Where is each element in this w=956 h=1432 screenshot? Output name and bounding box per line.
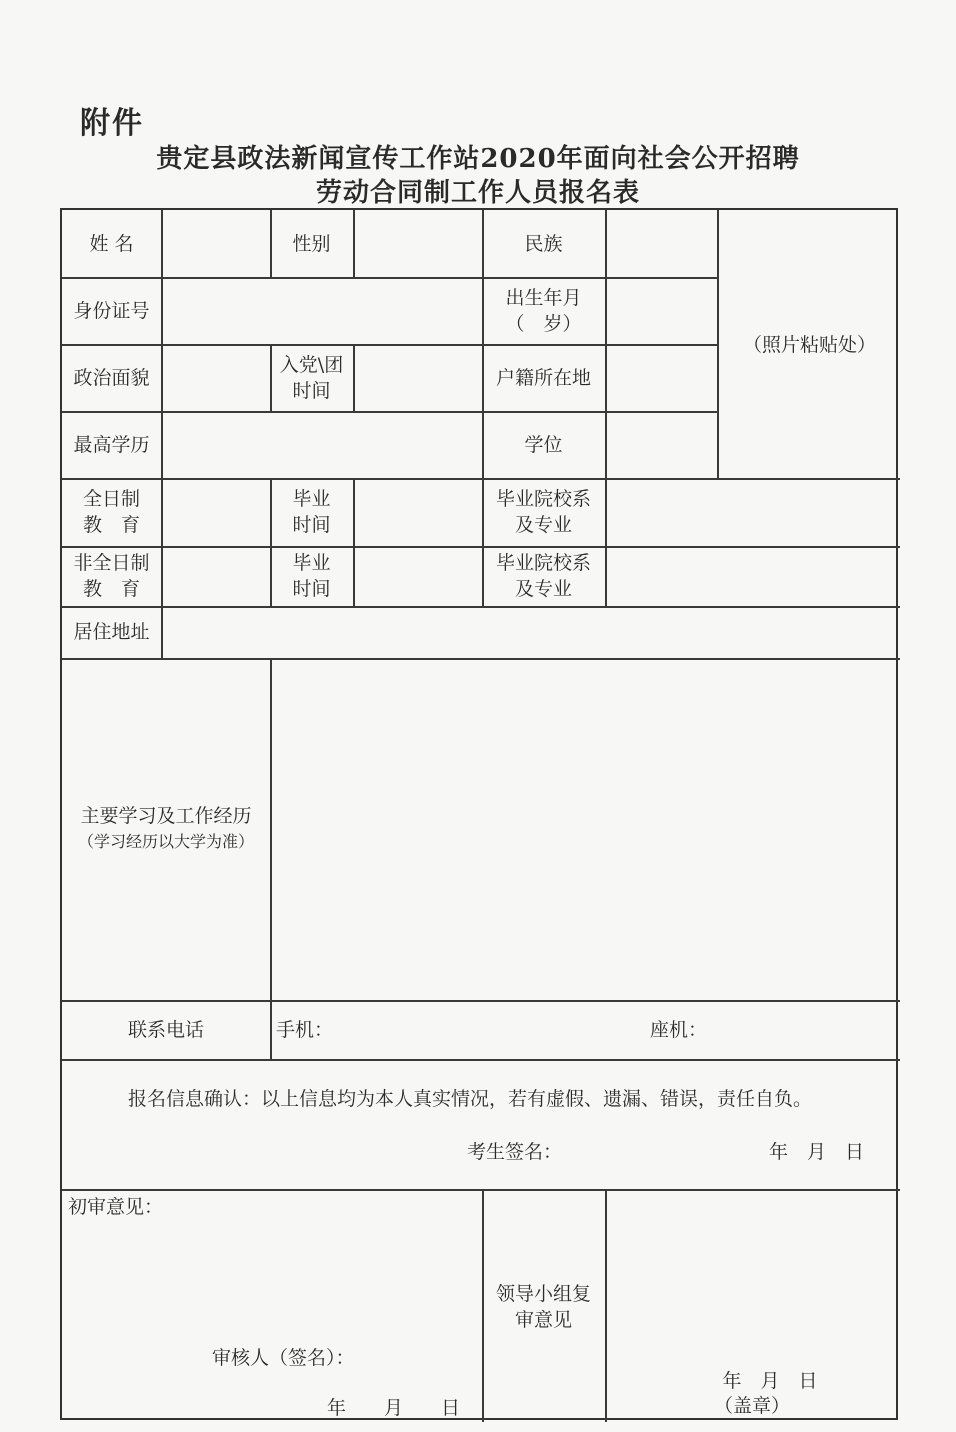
party-join-label-line2: 时间 [292,379,331,402]
id-number-label: 身份证号 [73,299,150,322]
row-divider [62,1059,900,1061]
household-label: 户籍所在地 [495,366,591,389]
political-status-label: 政治面貌 [73,366,150,389]
degree-label: 学位 [524,433,563,456]
registration-form-table [60,208,898,1420]
form-title-line2: 劳动合同制工作人员报名表 [315,178,640,208]
row-divider [62,1189,900,1191]
education-label: 最高学历 [73,433,150,456]
form-title-line1: 贵定县政法新闻宣传工作站2020年面向社会公开招聘 [156,144,800,174]
experience-field[interactable] [272,658,900,1000]
leader-review-date: 年 月 日 [722,1370,818,1392]
fulltime-education-field[interactable] [163,478,270,546]
mobile-field[interactable] [342,1000,642,1059]
fulltime-education-label [62,478,161,546]
landline-field[interactable] [712,1000,898,1059]
fulltime-school-label [482,478,605,546]
school-label-line2: 及专业 [514,514,572,536]
party-join-time-label [270,344,353,411]
parttime-label-line2: 教 育 [82,578,140,600]
fulltime-school-field[interactable] [607,478,900,546]
leader-review-field[interactable] [607,1195,897,1335]
experience-label [62,658,270,1000]
review-date: 年 月 日 [327,1397,461,1419]
signature-date: 年 月 日 [769,1141,865,1163]
leader-review-line2: 审意见 [514,1309,572,1331]
grad-time-line2: 时间 [292,578,331,600]
address-field[interactable] [163,606,900,658]
phone-label: 联系电话 [127,1018,204,1041]
attachment-label: 附件 [80,106,144,141]
degree-field[interactable] [607,411,717,478]
gender-label: 性别 [292,232,331,255]
birth-date-label-line1: 出生年月 [505,286,582,309]
parttime-grad-time-field[interactable] [355,546,482,606]
leader-review-line1: 领导小组复 [495,1283,591,1305]
address-label: 居住地址 [73,621,150,643]
initial-review-label: 初审意见： [68,1196,164,1218]
ethnicity-field[interactable] [607,210,717,277]
mobile-label: 手机： [276,1018,334,1041]
grad-time-line2: 时间 [292,514,331,536]
gender-field[interactable] [355,210,482,277]
signature-label: 考生签名： [467,1141,563,1163]
birth-date-label [482,277,605,344]
parttime-label-line1: 非全日制 [73,552,150,574]
household-field[interactable] [607,344,717,411]
seal-label: （盖章） [713,1395,790,1417]
landline-label: 座机： [650,1018,708,1041]
parttime-school-label [482,546,605,606]
parttime-grad-time-label [270,546,353,606]
id-number-field[interactable] [163,277,482,344]
confirmation-text: 报名信息确认：以上信息均为本人真实情况，若有虚假、遗漏、错误，责任自负。 [128,1088,813,1110]
education-field[interactable] [163,411,482,478]
school-label-line1: 毕业院校系 [495,488,591,510]
photo-placeholder: （照片粘贴处） [742,334,876,356]
grad-time-line1: 毕业 [292,488,331,510]
school-label-line1: 毕业院校系 [495,552,591,574]
birth-date-label-line2: （ 岁） [505,312,582,335]
fulltime-grad-time-label [270,478,353,546]
fulltime-grad-time-field[interactable] [355,478,482,546]
parttime-school-field[interactable] [607,546,900,606]
leader-review-label [482,1275,605,1339]
party-join-label-line1: 入党\团 [279,353,344,376]
political-status-field[interactable] [163,344,270,411]
parttime-education-label [62,546,161,606]
experience-title: 主要学习及工作经历 [80,805,252,827]
birth-date-field[interactable] [607,277,717,344]
party-join-time-field[interactable] [355,344,482,411]
reviewer-signature-label: 审核人（签名）： [212,1347,355,1369]
experience-note: （学习经历以大学为准） [77,832,254,851]
school-label-line2: 及专业 [514,578,572,600]
fulltime-label-line2: 教 育 [82,514,140,536]
fulltime-label-line1: 全日制 [82,488,140,510]
name-field[interactable] [163,210,270,277]
name-label: 姓 名 [89,232,134,255]
parttime-education-field[interactable] [163,546,270,606]
grad-time-line1: 毕业 [292,552,331,574]
ethnicity-label: 民族 [524,232,563,255]
